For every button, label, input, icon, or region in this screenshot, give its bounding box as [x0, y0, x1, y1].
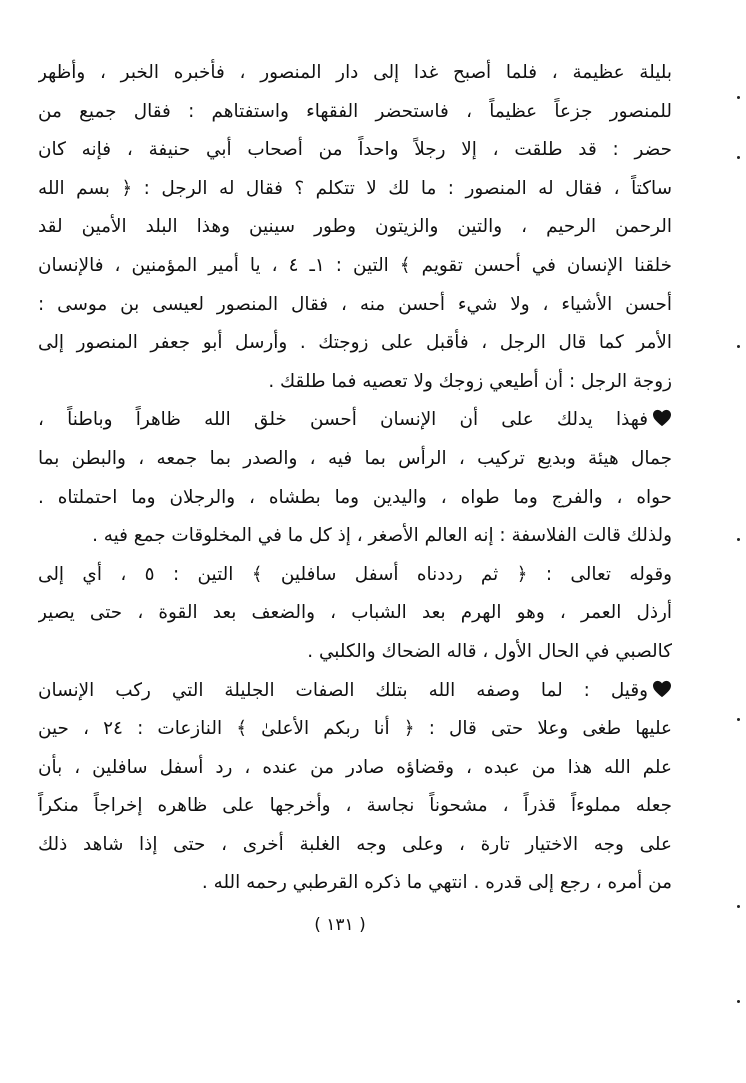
line-text: حواه ، والفرج وما طواه ، واليدين وما بطشاه ، والرجلان وما احتملتاه . — [38, 486, 672, 508]
text-line — [38, 247, 672, 286]
paragraph — [38, 672, 672, 904]
edge-mark — [737, 718, 740, 721]
text-line — [38, 286, 672, 325]
line-text: كالصبي في الحال الأول ، قاله الضحاك والكلبي . — [307, 640, 672, 662]
text-line — [38, 749, 672, 788]
line-text: على وجه الاختيار تارة ، وعلى وجه الغلبة أخرى ، حتى إذا شاهد ذلك — [38, 833, 672, 855]
text-line — [38, 324, 672, 363]
text-line — [38, 208, 672, 247]
line-text: وقيل : لما وصفه الله بتلك الصفات الجليلة التي ركب الإنسان — [38, 679, 648, 701]
text-line — [38, 787, 672, 826]
line-text: أحسن الأشياء ، ولا شيء أحسن منه ، فقال المنصور لعيسى بن موسى : — [38, 293, 672, 315]
text-line — [38, 594, 672, 633]
line-text: من أمره ، رجع إلى قدره . انتهي ما ذكره القرطبي رحمه الله . — [201, 872, 672, 894]
edge-mark — [737, 905, 740, 908]
line-text: فهذا يدلك على أن الإنسان أحسن خلق الله ظاهراً وباطناً ، — [38, 409, 648, 431]
text-line — [38, 479, 672, 518]
text-line — [38, 440, 672, 479]
line-text: جعله مملوءاً قذراً ، مشحوناً نجاسة ، وأخرجها على ظاهره إخراجاً منكراً — [38, 795, 672, 817]
edge-mark — [737, 345, 740, 348]
text-line — [38, 93, 672, 132]
text-line — [38, 401, 672, 440]
text-line — [38, 170, 672, 209]
paragraph — [38, 401, 672, 555]
paragraph — [38, 54, 672, 401]
text-line — [38, 864, 672, 903]
page-number: ( ١٣١ ) — [314, 915, 366, 935]
text-line — [38, 672, 672, 711]
heart-icon — [652, 409, 672, 427]
edge-mark — [737, 538, 740, 541]
heart-icon — [652, 680, 672, 698]
line-text: وقوله تعالى : ﴿ ثم رددناه أسفل سافلين ﴾ التين : ٥ ، أي إلى — [38, 563, 672, 585]
line-text: جمال هيئة وبديع تركيب ، الرأس بما فيه ، والصدر بما جمعه ، والبطن بما — [38, 447, 672, 469]
line-text: زوجة الرجل : أن أطيعي زوجك ولا تعصيه فما طلقك . — [268, 370, 672, 392]
text-line — [38, 556, 672, 595]
text-line — [38, 710, 672, 749]
paragraph — [38, 556, 672, 672]
text-line — [38, 54, 672, 93]
line-text: للمنصور جزعاً عظيماً ، فاستحضر الفقهاء واستفتاهم : فقال جميع من — [38, 100, 672, 122]
line-text: حضر : قد طلقت ، إلا رجلاً واحداً من أصحاب أبي حنيفة ، فإنه كان — [38, 139, 672, 161]
line-text: عليها طغى وعلا حتى قال : ﴿ أنا ربكم الأعلىٰ ﴾ النازعات : ٢٤ ، حين — [38, 718, 672, 740]
line-text: أرذل العمر ، وهو الهرم بعد الشباب ، والضعف بعد القوة ، حتى يصير — [38, 602, 672, 624]
text-line — [38, 633, 672, 672]
line-text: علم الله هذا من عبده ، وقضاؤه صادر من عنده ، رد أسفل سافلين ، بأن — [38, 756, 672, 778]
text-line — [38, 363, 672, 402]
line-text: بليلة عظيمة ، فلما أصبح غدا إلى دار المنصور ، فأخبره الخبر ، وأظهر — [38, 62, 672, 83]
line-text: الرحمن الرحيم ، والتين والزيتون وطور سينين وهذا البلد الأمين لقد — [38, 216, 672, 238]
edge-mark — [737, 1000, 740, 1003]
line-text: خلقنا الإنسان في أحسن تقويم ﴾ التين : ١ـ ٤ ، يا أمير المؤمنين ، فالإنسان — [38, 254, 672, 276]
text-line — [38, 517, 672, 556]
line-text: الأمر كما قال الرجل ، فأقبل على زوجتك . وأرسل أبو جعفر المنصور إلى — [38, 332, 672, 354]
edge-mark — [737, 156, 740, 159]
text-line — [38, 826, 672, 865]
line-text: ولذلك قالت الفلاسفة : إنه العالم الأصغر ، إذ كل ما في المخلوقات جمع فيه . — [92, 525, 672, 547]
line-text: ساكتاً ، فقال له المنصور : ما لك لا تتكلم ؟ فقال له الرجل : ﴿ بسم الله — [38, 177, 672, 199]
body-text — [38, 54, 672, 903]
edge-mark — [737, 96, 740, 99]
text-line — [38, 131, 672, 170]
